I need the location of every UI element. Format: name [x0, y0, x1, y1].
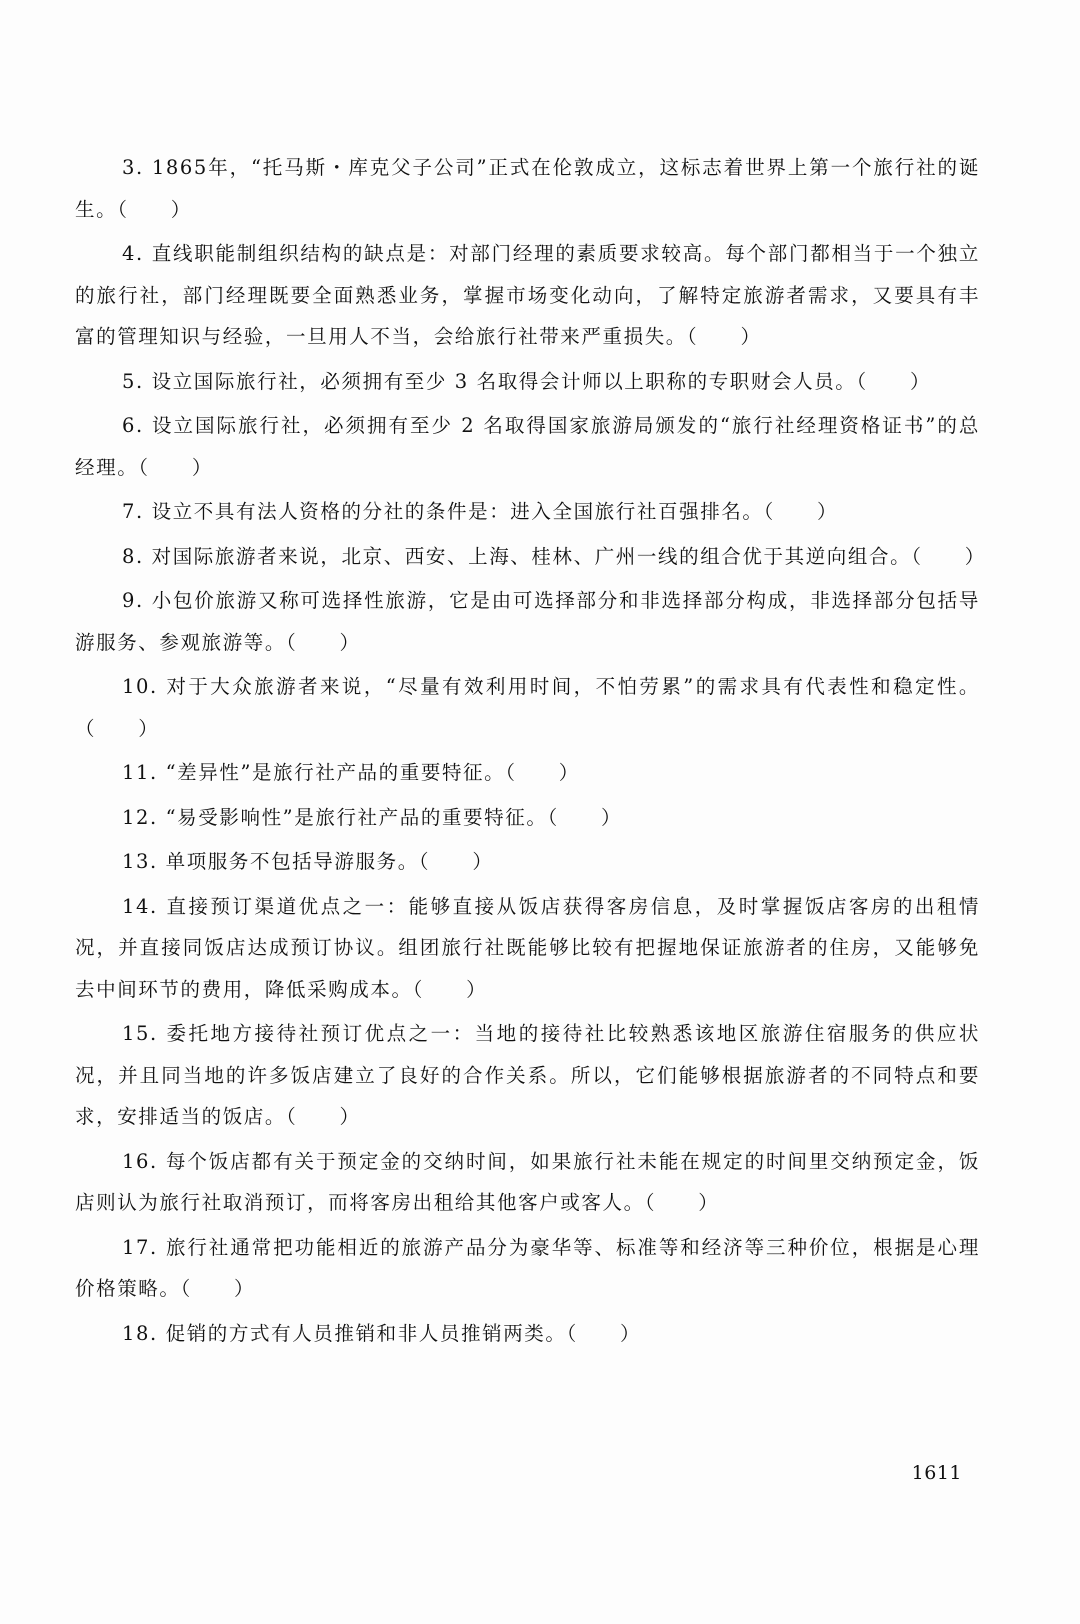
- question-item: 5. 设立国际旅行社，必须拥有至少 3 名取得会计师以上职称的专职财会人员。（ ）: [122, 369, 932, 393]
- question-item: 13. 单项服务不包括导游服务。（ ）: [122, 850, 494, 873]
- question-item: 9. 小包价旅游又称可选择性旅游，它是由可选择部分和非选择部分构成，非选择部分包括导游服务、参观旅游等。（ ）: [75, 589, 980, 654]
- question-item: 10. 对于大众旅游者来说，“尽量有效利用时间，不怕劳累”的需求具有代表性和稳定性。（ ）: [75, 675, 980, 740]
- question-item: 3. 1865年，“托马斯・库克父子公司”正式在伦敦成立，这标志着世界上第一个旅行社的诞生。（ ）: [75, 156, 980, 221]
- question-item: 7. 设立不具有法人资格的分社的条件是：进入全国旅行社百强排名。（ ）: [122, 500, 839, 523]
- page-number: 1611: [911, 1462, 962, 1484]
- question-item: 14. 直接预订渠道优点之一：能够直接从饭店获得客房信息，及时掌握饭店客房的出租情况，并直接同饭店达成预订协议。组团旅行社既能够比较有把握地保证旅游者的住房，又能够免去中间环节的费用，降低采购成本。（ ）: [75, 894, 980, 1001]
- question-item: 6. 设立国际旅行社，必须拥有至少 2 名取得国家旅游局颁发的“旅行社经理资格证书”的总经理。（ ）: [75, 414, 980, 479]
- question-item: 4. 直线职能制组织结构的缺点是：对部门经理的素质要求较高。每个部门都相当于一个独立的旅行社，部门经理既要全面熟悉业务，掌握市场变化动向，了解特定旅游者需求，又要具有丰富的管理知识与经验，一旦用人不当，会给旅行社带来严重损失。（ ）: [75, 242, 980, 348]
- question-item: 17. 旅行社通常把功能相近的旅游产品分为豪华等、标准等和经济等三种价位，根据是心理价格策略。（ ）: [75, 1235, 980, 1300]
- question-item: 15. 委托地方接待社预订优点之一：当地的接待社比较熟悉该地区旅游住宿服务的供应状况，并且同当地的许多饭店建立了良好的合作关系。所以，它们能够根据旅游者的不同特点和要求，安排适当的饭店。（ ）: [75, 1022, 980, 1128]
- question-item: 12. “易受影响性”是旅行社产品的重要特征。（ ）: [122, 805, 623, 829]
- question-item: 11. “差异性”是旅行社产品的重要特征。（ ）: [122, 761, 580, 784]
- question-item: 8. 对国际旅游者来说，北京、西安、上海、桂林、广州一线的组合优于其逆向组合。（ ）: [122, 544, 986, 568]
- question-list: [75, 147, 986, 1357]
- question-item: 16. 每个饭店都有关于预定金的交纳时间，如果旅行社未能在规定的时间里交纳预定金，饭店则认为旅行社取消预订，而将客房出租给其他客户或客人。（ ）: [75, 1149, 980, 1214]
- question-item: 18. 促销的方式有人员推销和非人员推销两类。（ ）: [122, 1321, 642, 1345]
